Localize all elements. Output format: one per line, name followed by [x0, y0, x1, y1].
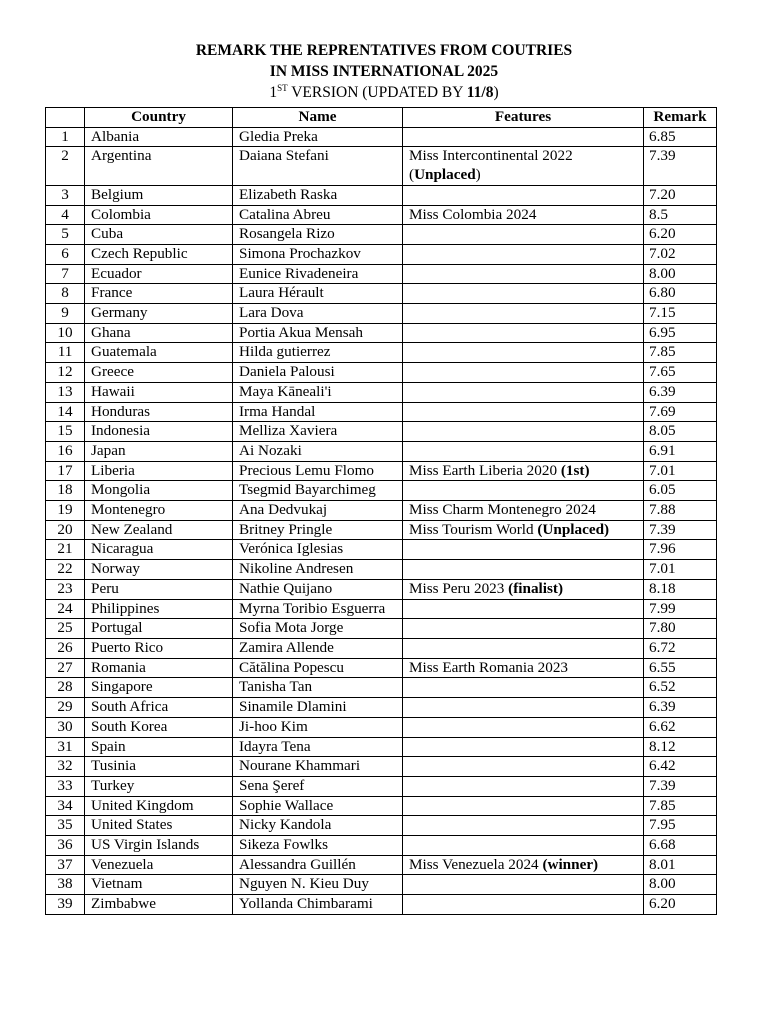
- remark-cell: 6.20: [644, 225, 717, 245]
- remark-cell: 7.01: [644, 461, 717, 481]
- remark-cell: 6.05: [644, 481, 717, 501]
- column-header-name: Name: [233, 108, 403, 128]
- name-cell: Tanisha Tan: [233, 678, 403, 698]
- country-cell: Cuba: [85, 225, 233, 245]
- row-number: 7: [46, 264, 85, 284]
- country-cell: Portugal: [85, 619, 233, 639]
- features-text: (: [409, 166, 415, 184]
- name-cell: Sikeza Fowlks: [233, 836, 403, 856]
- row-number: 16: [46, 441, 85, 461]
- country-cell: Mongolia: [85, 481, 233, 501]
- name-cell: Portia Akua Mensah: [233, 323, 403, 343]
- row-number: 36: [46, 836, 85, 856]
- row-number: 26: [46, 638, 85, 658]
- version-number: 1: [269, 84, 278, 101]
- remark-cell: 7.95: [644, 816, 717, 836]
- country-cell: Norway: [85, 560, 233, 580]
- country-cell: Nicaragua: [85, 540, 233, 560]
- name-cell: Melliza Xaviera: [233, 422, 403, 442]
- features-cell: [403, 323, 644, 343]
- row-number: 14: [46, 402, 85, 422]
- table-row: [46, 304, 717, 324]
- country-cell: US Virgin Islands: [85, 836, 233, 856]
- column-header-remark: Remark: [644, 108, 717, 128]
- row-number: 38: [46, 875, 85, 895]
- features-text: (finalist): [508, 579, 563, 597]
- row-number: 27: [46, 658, 85, 678]
- remark-cell: 7.65: [644, 363, 717, 383]
- table-row: [46, 796, 717, 816]
- name-cell: Nourane Khammari: [233, 757, 403, 777]
- name-cell: Irma Handal: [233, 402, 403, 422]
- remark-cell: 7.99: [644, 599, 717, 619]
- remark-cell: 6.55: [644, 658, 717, 678]
- name-cell: Ji-hoo Kim: [233, 717, 403, 737]
- features-cell: [403, 816, 644, 836]
- name-cell: Daiana Stefani: [233, 147, 403, 185]
- row-number: 37: [46, 855, 85, 875]
- country-cell: Liberia: [85, 461, 233, 481]
- table-row: [46, 127, 717, 147]
- features-cell: [403, 796, 644, 816]
- remark-cell: 8.00: [644, 264, 717, 284]
- remark-cell: 7.39: [644, 776, 717, 796]
- table-row: [46, 520, 717, 540]
- name-cell: Simona Prochazkov: [233, 244, 403, 264]
- table-row: [46, 698, 717, 718]
- country-cell: United Kingdom: [85, 796, 233, 816]
- features-cell: [403, 127, 644, 147]
- remark-cell: 6.91: [644, 441, 717, 461]
- row-number: 20: [46, 520, 85, 540]
- version-subtitle: [0, 82, 768, 103]
- country-cell: Ecuador: [85, 264, 233, 284]
- features-text: Miss Tourism World: [409, 520, 538, 538]
- remark-cell: 6.52: [644, 678, 717, 698]
- features-cell: [403, 875, 644, 895]
- row-number: 25: [46, 619, 85, 639]
- country-cell: Colombia: [85, 205, 233, 225]
- row-number: 32: [46, 757, 85, 777]
- table-row: [46, 717, 717, 737]
- column-header-number: [46, 108, 85, 128]
- row-number: 3: [46, 185, 85, 205]
- country-cell: Hawaii: [85, 382, 233, 402]
- row-number: 31: [46, 737, 85, 757]
- remark-cell: 6.80: [644, 284, 717, 304]
- remark-cell: 7.39: [644, 520, 717, 540]
- row-number: 5: [46, 225, 85, 245]
- features-text: Miss Earth Liberia 2020: [409, 461, 561, 479]
- features-text: Miss Venezuela 2024: [409, 855, 543, 873]
- country-cell: Japan: [85, 441, 233, 461]
- table-row: [46, 147, 717, 185]
- country-cell: Turkey: [85, 776, 233, 796]
- row-number: 34: [46, 796, 85, 816]
- row-number: 8: [46, 284, 85, 304]
- features-cell: [403, 599, 644, 619]
- table-row: [46, 225, 717, 245]
- remark-cell: 6.39: [644, 698, 717, 718]
- name-cell: Ai Nozaki: [233, 441, 403, 461]
- table-row: [46, 638, 717, 658]
- features-text: (winner): [542, 855, 599, 873]
- features-cell: [403, 698, 644, 718]
- name-cell: Nicky Kandola: [233, 816, 403, 836]
- features-text: ): [475, 166, 481, 184]
- remark-cell: 8.5: [644, 205, 717, 225]
- name-cell: Rosangela Rizo: [233, 225, 403, 245]
- name-cell: Gledia Preka: [233, 127, 403, 147]
- name-cell: Britney Pringle: [233, 520, 403, 540]
- row-number: 24: [46, 599, 85, 619]
- table-row: [46, 599, 717, 619]
- features-cell: [403, 855, 644, 875]
- table-row: [46, 678, 717, 698]
- features-cell: [403, 284, 644, 304]
- features-cell: [403, 304, 644, 324]
- row-number: 6: [46, 244, 85, 264]
- title-line-1: REMARK THE REPRENTATIVES FROM COUTRIES: [195, 42, 573, 59]
- name-cell: Lara Dova: [233, 304, 403, 324]
- row-number: 30: [46, 717, 85, 737]
- country-cell: Singapore: [85, 678, 233, 698]
- features-cell: [403, 757, 644, 777]
- table-row: [46, 343, 717, 363]
- document-header: [0, 40, 768, 103]
- features-cell: [403, 638, 644, 658]
- row-number: 9: [46, 304, 85, 324]
- features-cell: [403, 402, 644, 422]
- features-text: Miss Colombia 2024: [409, 205, 537, 223]
- features-cell: [403, 481, 644, 501]
- remark-cell: 7.01: [644, 560, 717, 580]
- country-cell: Montenegro: [85, 501, 233, 521]
- name-cell: Eunice Rivadeneira: [233, 264, 403, 284]
- country-cell: South Korea: [85, 717, 233, 737]
- name-cell: Ana Dedvukaj: [233, 501, 403, 521]
- row-number: 29: [46, 698, 85, 718]
- row-number: 28: [46, 678, 85, 698]
- features-cell: [403, 264, 644, 284]
- row-number: 2: [46, 147, 85, 185]
- table-row: [46, 836, 717, 856]
- row-number: 35: [46, 816, 85, 836]
- features-text: Miss Charm Montenegro 2024: [409, 501, 596, 519]
- table-row: [46, 323, 717, 343]
- features-cell: [403, 343, 644, 363]
- features-cell: [403, 382, 644, 402]
- remark-cell: 6.42: [644, 757, 717, 777]
- country-cell: Belgium: [85, 185, 233, 205]
- table-row: [46, 560, 717, 580]
- features-cell: [403, 422, 644, 442]
- remark-cell: 7.96: [644, 540, 717, 560]
- table-row: [46, 402, 717, 422]
- country-cell: Germany: [85, 304, 233, 324]
- name-cell: Hilda gutierrez: [233, 343, 403, 363]
- country-cell: Honduras: [85, 402, 233, 422]
- features-text: Miss Peru 2023: [409, 579, 509, 597]
- features-cell: [403, 895, 644, 915]
- name-cell: Cătălina Popescu: [233, 658, 403, 678]
- row-number: 39: [46, 895, 85, 915]
- remark-cell: 7.20: [644, 185, 717, 205]
- table-row: [46, 481, 717, 501]
- remark-cell: 8.18: [644, 579, 717, 599]
- features-text: (Unplaced): [537, 520, 610, 538]
- remark-cell: 8.12: [644, 737, 717, 757]
- country-cell: New Zealand: [85, 520, 233, 540]
- table-row: [46, 461, 717, 481]
- column-header-country: Country: [85, 108, 233, 128]
- country-cell: Albania: [85, 127, 233, 147]
- table-row: [46, 619, 717, 639]
- country-cell: Guatemala: [85, 343, 233, 363]
- name-cell: Sena Şeref: [233, 776, 403, 796]
- remark-cell: 7.85: [644, 796, 717, 816]
- row-number: 21: [46, 540, 85, 560]
- name-cell: Sofia Mota Jorge: [233, 619, 403, 639]
- remark-cell: 7.69: [644, 402, 717, 422]
- row-number: 23: [46, 579, 85, 599]
- column-header-features: Features: [403, 108, 644, 128]
- table-row: [46, 737, 717, 757]
- features-cell: [403, 501, 644, 521]
- name-cell: Maya Kāneali'i: [233, 382, 403, 402]
- name-cell: Laura Hérault: [233, 284, 403, 304]
- features-text: Miss Earth Romania 2023: [409, 658, 569, 676]
- country-cell: Vietnam: [85, 875, 233, 895]
- remark-cell: 8.00: [644, 875, 717, 895]
- title-line-2: IN MISS INTERNATIONAL 2025: [269, 63, 499, 80]
- features-cell: [403, 776, 644, 796]
- name-cell: Elizabeth Raska: [233, 185, 403, 205]
- features-cell: [403, 619, 644, 639]
- remark-cell: 6.72: [644, 638, 717, 658]
- row-number: 18: [46, 481, 85, 501]
- country-cell: Indonesia: [85, 422, 233, 442]
- table-row: [46, 501, 717, 521]
- remark-cell: 6.39: [644, 382, 717, 402]
- remark-cell: 6.20: [644, 895, 717, 915]
- country-cell: Philippines: [85, 599, 233, 619]
- country-cell: Tusinia: [85, 757, 233, 777]
- name-cell: Precious Lemu Flomo: [233, 461, 403, 481]
- remark-cell: 6.62: [644, 717, 717, 737]
- country-cell: Spain: [85, 737, 233, 757]
- representatives-table: [45, 107, 717, 915]
- table-row: [46, 382, 717, 402]
- features-cell: [403, 461, 644, 481]
- row-number: 13: [46, 382, 85, 402]
- table-row: [46, 579, 717, 599]
- table-row: [46, 757, 717, 777]
- table-body: [46, 127, 717, 914]
- remark-cell: 8.05: [644, 422, 717, 442]
- name-cell: Yollanda Chimbarami: [233, 895, 403, 915]
- name-cell: Zamira Allende: [233, 638, 403, 658]
- name-cell: Sinamile Dlamini: [233, 698, 403, 718]
- table-row: [46, 816, 717, 836]
- remark-cell: 6.85: [644, 127, 717, 147]
- features-cell: [403, 244, 644, 264]
- remark-cell: 8.01: [644, 855, 717, 875]
- country-cell: South Africa: [85, 698, 233, 718]
- features-cell: [403, 363, 644, 383]
- country-cell: Venezuela: [85, 855, 233, 875]
- remark-cell: 7.39: [644, 147, 717, 185]
- name-cell: Idayra Tena: [233, 737, 403, 757]
- remark-cell: 7.80: [644, 619, 717, 639]
- version-close: ): [493, 84, 499, 101]
- row-number: 10: [46, 323, 85, 343]
- features-cell: [403, 185, 644, 205]
- name-cell: Sophie Wallace: [233, 796, 403, 816]
- table-row: [46, 422, 717, 442]
- features-cell: [403, 225, 644, 245]
- version-text: VERSION (UPDATED BY: [287, 84, 467, 101]
- country-cell: Zimbabwe: [85, 895, 233, 915]
- remark-cell: 7.02: [644, 244, 717, 264]
- features-cell: [403, 520, 644, 540]
- features-cell: [403, 560, 644, 580]
- remark-cell: 7.85: [644, 343, 717, 363]
- name-cell: Nathie Quijano: [233, 579, 403, 599]
- features-text: Miss Intercontinental 2022: [409, 147, 573, 165]
- name-cell: Daniela Palousi: [233, 363, 403, 383]
- features-cell: [403, 658, 644, 678]
- table-row: [46, 776, 717, 796]
- features-cell: [403, 836, 644, 856]
- row-number: 22: [46, 560, 85, 580]
- name-cell: Nguyen N. Kieu Duy: [233, 875, 403, 895]
- remark-cell: 6.68: [644, 836, 717, 856]
- name-cell: Tsegmid Bayarchimeg: [233, 481, 403, 501]
- row-number: 17: [46, 461, 85, 481]
- features-cell: [403, 441, 644, 461]
- table-row: [46, 185, 717, 205]
- table-row: [46, 855, 717, 875]
- row-number: 11: [46, 343, 85, 363]
- features-text: (1st): [560, 461, 590, 479]
- table-row: [46, 895, 717, 915]
- country-cell: France: [85, 284, 233, 304]
- table-row: [46, 658, 717, 678]
- row-number: 19: [46, 501, 85, 521]
- remark-cell: 6.95: [644, 323, 717, 343]
- row-number: 33: [46, 776, 85, 796]
- country-cell: Czech Republic: [85, 244, 233, 264]
- country-cell: Puerto Rico: [85, 638, 233, 658]
- country-cell: Peru: [85, 579, 233, 599]
- name-cell: Alessandra Guillén: [233, 855, 403, 875]
- row-number: 12: [46, 363, 85, 383]
- table-row: [46, 244, 717, 264]
- features-cell: [403, 678, 644, 698]
- country-cell: Romania: [85, 658, 233, 678]
- features-text: Unplaced: [414, 166, 476, 184]
- country-cell: Argentina: [85, 147, 233, 185]
- row-number: 4: [46, 205, 85, 225]
- name-cell: Verónica Iglesias: [233, 540, 403, 560]
- features-cell: [403, 579, 644, 599]
- name-cell: Myrna Toribio Esguerra: [233, 599, 403, 619]
- country-cell: Greece: [85, 363, 233, 383]
- table-header-row: [46, 108, 717, 128]
- version-ordinal: ST: [277, 83, 288, 93]
- name-cell: Nikoline Andresen: [233, 560, 403, 580]
- table-row: [46, 264, 717, 284]
- table-row: [46, 205, 717, 225]
- table-row: [46, 363, 717, 383]
- table-row: [46, 441, 717, 461]
- table-row: [46, 284, 717, 304]
- features-cell: [403, 540, 644, 560]
- features-cell: [403, 737, 644, 757]
- row-number: 1: [46, 127, 85, 147]
- remark-cell: 7.15: [644, 304, 717, 324]
- country-cell: United States: [85, 816, 233, 836]
- features-cell: [403, 147, 644, 185]
- table-row: [46, 540, 717, 560]
- row-number: 15: [46, 422, 85, 442]
- features-cell: [403, 717, 644, 737]
- country-cell: Ghana: [85, 323, 233, 343]
- remark-cell: 7.88: [644, 501, 717, 521]
- version-date: 11/8: [466, 84, 494, 101]
- table-row: [46, 875, 717, 895]
- features-cell: [403, 205, 644, 225]
- name-cell: Catalina Abreu: [233, 205, 403, 225]
